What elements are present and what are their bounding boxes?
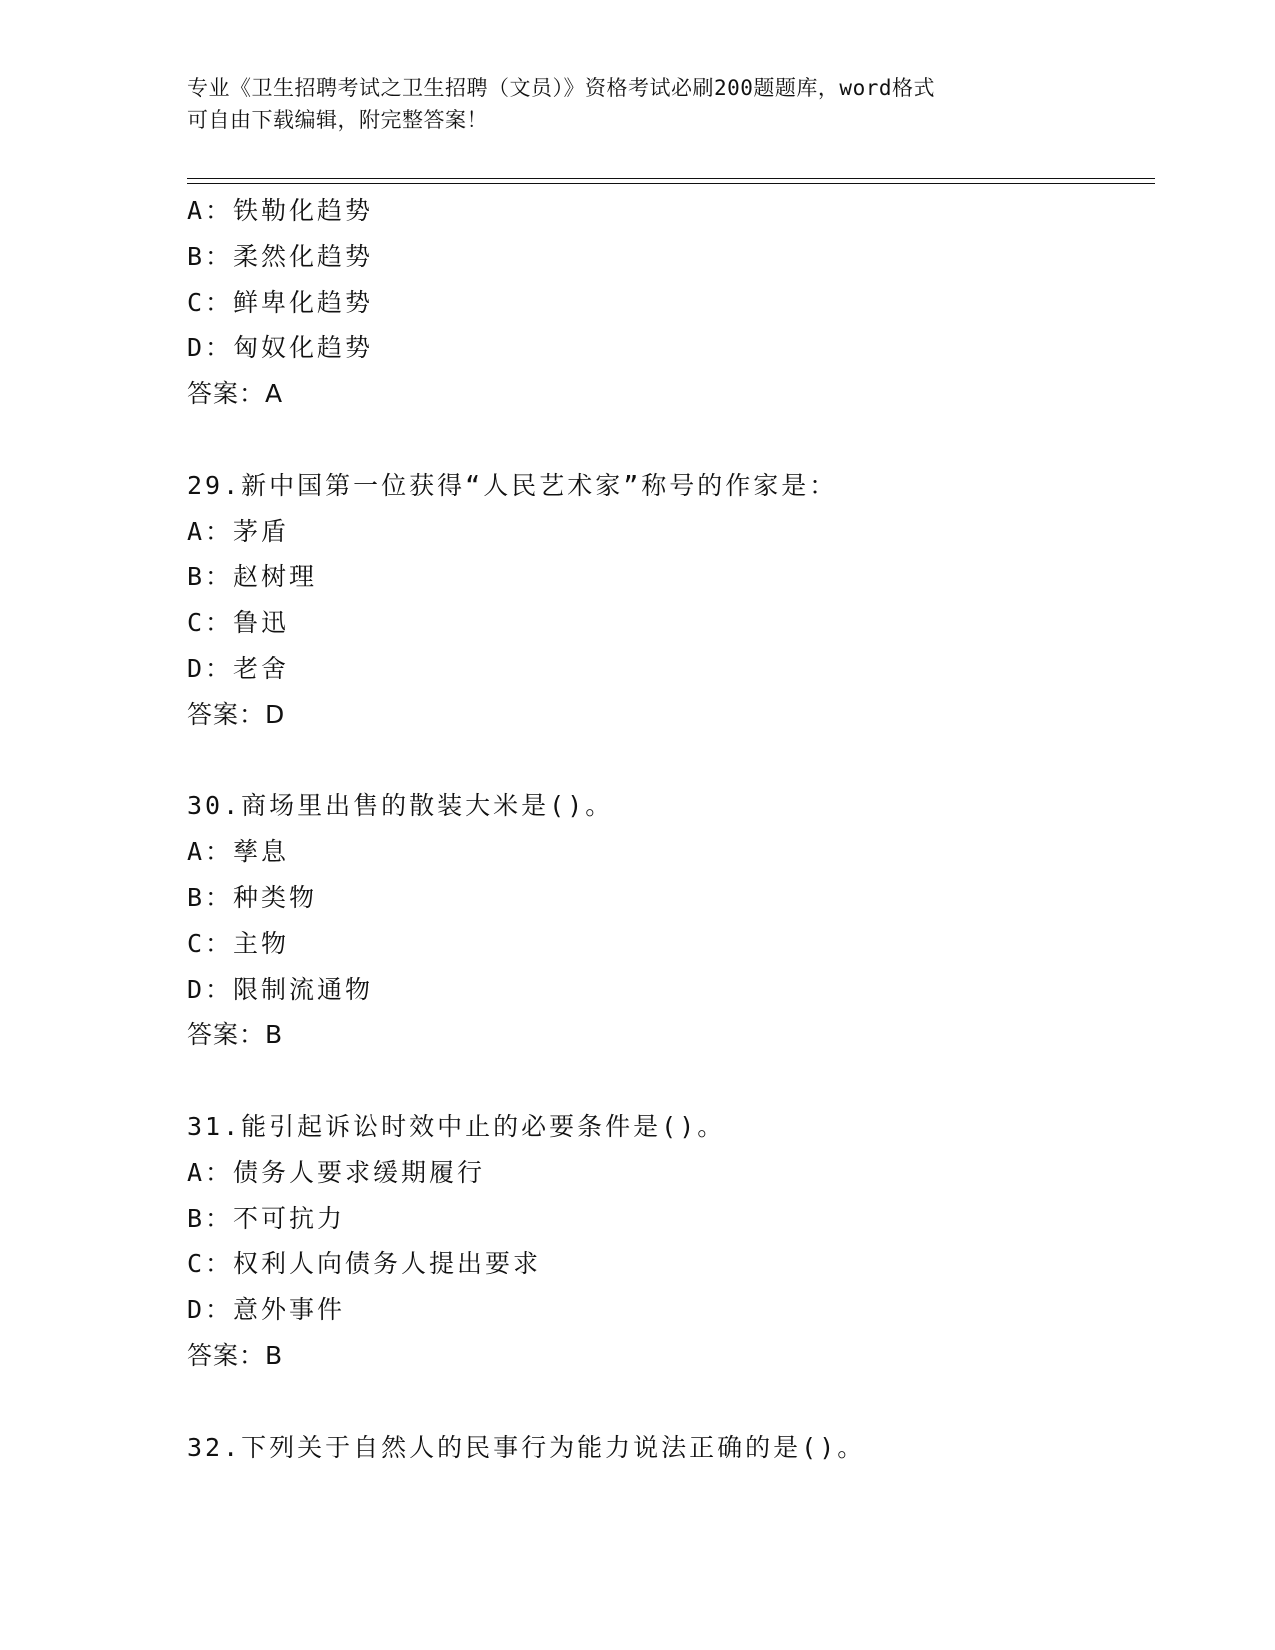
question-text: 29.新中国第一位获得“人民艺术家”称号的作家是： xyxy=(187,470,838,500)
option-a: A：债务人要求缓期履行 xyxy=(187,1157,486,1187)
question-text: 30.商场里出售的散装大米是()。 xyxy=(187,791,614,821)
option-d: D：限制流通物 xyxy=(187,974,374,1004)
option-b: B：柔然化趋势 xyxy=(187,241,374,271)
option-d: D：老舍 xyxy=(187,653,290,683)
spacer xyxy=(187,738,1167,784)
header-divider-top xyxy=(187,178,1155,179)
option-c: C：权利人向债务人提出要求 xyxy=(187,1249,542,1279)
question-block-29 xyxy=(187,463,1167,738)
option-b: B：种类物 xyxy=(187,882,318,912)
spacer xyxy=(187,1058,1167,1104)
option-b: B：不可抗力 xyxy=(187,1203,346,1233)
option-b: B：赵树理 xyxy=(187,562,318,592)
option-a: A：孳息 xyxy=(187,837,290,867)
question-block-30 xyxy=(187,783,1167,1058)
option-a: A：茅盾 xyxy=(187,516,290,546)
spacer xyxy=(187,417,1167,463)
option-c: C：鲁迅 xyxy=(187,608,290,638)
question-text: 32.下列关于自然人的民事行为能力说法正确的是()。 xyxy=(187,1432,866,1462)
question-block-32 xyxy=(187,1425,1167,1471)
question-text: 31.能引起诉讼时效中止的必要条件是()。 xyxy=(187,1111,726,1141)
header-divider-bottom xyxy=(187,183,1155,184)
question-block-31 xyxy=(187,1104,1167,1379)
option-d: D：匈奴化趋势 xyxy=(187,333,374,363)
option-c: C：鲜卑化趋势 xyxy=(187,287,374,317)
header-title-line-2: 可自由下载编辑，附完整答案！ xyxy=(187,108,488,132)
spacer xyxy=(187,1379,1167,1425)
option-c: C：主物 xyxy=(187,928,290,958)
question-block-28 xyxy=(187,188,1167,417)
document-header xyxy=(187,72,1067,136)
option-a: A：铁勒化趋势 xyxy=(187,196,374,225)
option-d: D：意外事件 xyxy=(187,1295,346,1325)
answer-line: 答案：B xyxy=(187,1340,284,1370)
header-title-line-1: 专业《卫生招聘考试之卫生招聘（文员）》资格考试必刷200题题库，word格式 xyxy=(187,76,935,100)
answer-line: 答案：B xyxy=(187,1020,284,1050)
answer-line: 答案：A xyxy=(187,379,284,409)
question-list xyxy=(187,188,1167,1470)
answer-line: 答案：D xyxy=(187,699,286,729)
